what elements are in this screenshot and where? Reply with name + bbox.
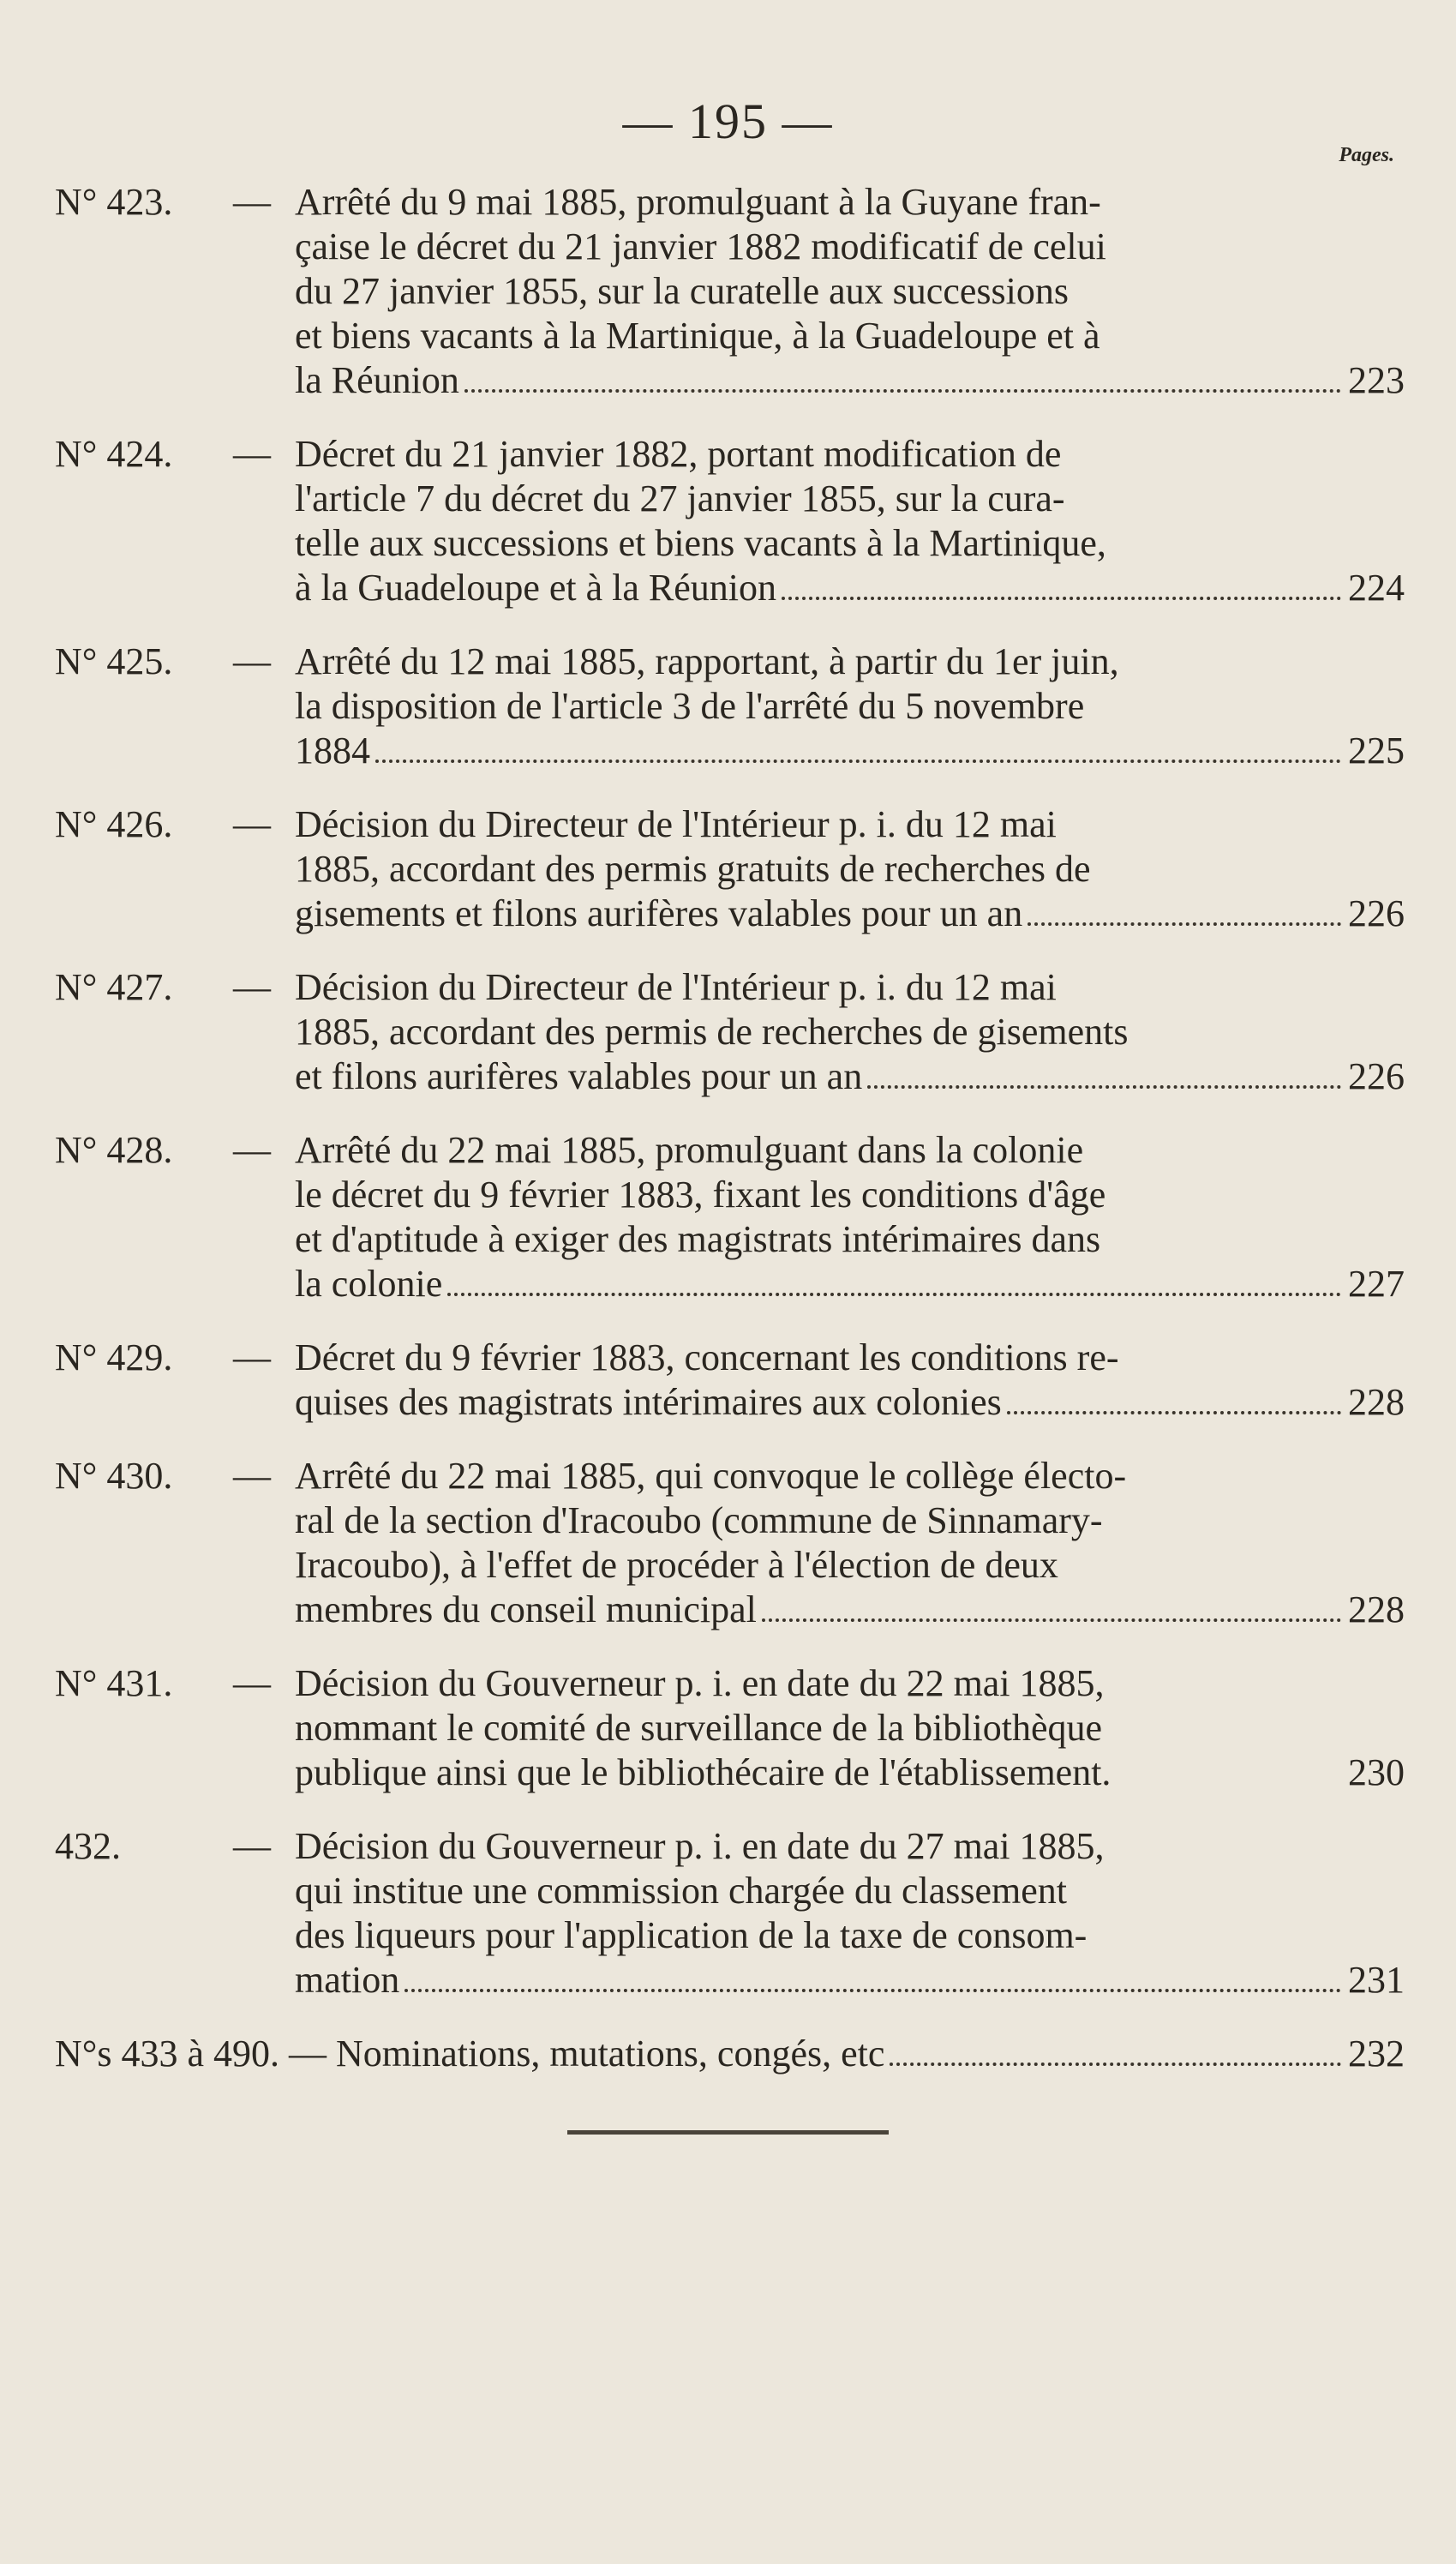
- entry-number: N° 424.: [55, 433, 173, 475]
- dot-leader: [867, 1085, 1341, 1089]
- dot-leader: [404, 1989, 1341, 1992]
- page-reference: 226: [1348, 892, 1405, 934]
- entry-last-line: membres du conseil municipal: [295, 1588, 757, 1630]
- entry-dash: —: [233, 803, 271, 845]
- entry-line: Décret du 9 février 1883, concernant les conditions re-: [295, 1336, 1119, 1378]
- closing-rule: [567, 2130, 889, 2135]
- entry-line: qui institue une commission chargée du classement: [295, 1870, 1067, 1912]
- entry-dash: —: [233, 1336, 271, 1378]
- toc-entry: [55, 432, 1405, 610]
- toc-entry: [55, 639, 1405, 773]
- entry-line: des liqueurs pour l'application de la taxe de consom-: [295, 1914, 1088, 1956]
- entry-text: [295, 1128, 1405, 1306]
- toc-entry: [55, 2032, 1405, 2076]
- dot-leader: [464, 389, 1341, 393]
- dot-leader: [375, 760, 1341, 763]
- entry-line: Arrêté du 12 mai 1885, rapportant, à partir du 1er juin,: [295, 640, 1119, 682]
- entry-text: [295, 180, 1405, 403]
- entry-number: N° 426.: [55, 803, 173, 845]
- toc-entry: [55, 1128, 1405, 1306]
- entry-last-line: et filons aurifères valables pour un an: [295, 1055, 863, 1097]
- entry-dash: —: [233, 1825, 271, 1867]
- page-reference: 232: [1348, 2033, 1405, 2075]
- toc-entry: [55, 180, 1405, 403]
- page-number: — 195 —: [622, 93, 834, 149]
- entry-line: Arrêté du 9 mai 1885, promulguant à la Guyane fran-: [295, 181, 1101, 223]
- entry-text: [295, 1661, 1405, 1795]
- entry-text: [295, 965, 1405, 1099]
- page-reference: 228: [1348, 1381, 1405, 1423]
- entry-line: Iracoubo), à l'effet de procéder à l'élection de deux: [295, 1544, 1058, 1586]
- entry-dash: —: [233, 1129, 271, 1171]
- page-reference: 224: [1348, 567, 1405, 609]
- entry-number: N° 431.: [55, 1662, 173, 1704]
- pages-column-label: Pages.: [1339, 144, 1394, 166]
- entry-number: N° 430.: [55, 1455, 173, 1497]
- entry-last-line: la colonie: [295, 1263, 443, 1305]
- toc-entry: [55, 965, 1405, 1099]
- entry-line: Décision du Directeur de l'Intérieur p. i. du 12 mai: [295, 966, 1057, 1008]
- entry-line: telle aux successions et biens vacants à la Martinique,: [295, 522, 1106, 564]
- entry-line: Décision du Gouverneur p. i. en date du 27 mai 1885,: [295, 1825, 1105, 1867]
- entry-last-line: mation: [295, 1959, 400, 2001]
- entry-line: la disposition de l'article 3 de l'arrêté du 5 novembre: [295, 685, 1085, 727]
- entry-dash: —: [233, 181, 271, 223]
- entry-dash: —: [233, 1662, 271, 1704]
- entry-text: Nominations, mutations, congés, etc: [336, 2033, 885, 2075]
- entry-line: du 27 janvier 1855, sur la curatelle aux successions: [295, 270, 1069, 312]
- dot-leader: [762, 1618, 1341, 1622]
- entry-dash: —: [233, 640, 271, 682]
- page-reference: 223: [1348, 359, 1405, 401]
- entry-dash: —: [233, 1455, 271, 1497]
- entry-line: Décret du 21 janvier 1882, portant modification de: [295, 433, 1062, 475]
- dot-leader: [890, 2063, 1341, 2066]
- entry-text: [295, 432, 1405, 610]
- table-of-contents: [55, 180, 1405, 2105]
- entry-number: N° 428.: [55, 1129, 173, 1171]
- toc-entry: [55, 1661, 1405, 1795]
- entry-line: Arrêté du 22 mai 1885, promulguant dans la colonie: [295, 1129, 1084, 1171]
- page-reference: 225: [1348, 730, 1405, 772]
- entry-line: Décision du Gouverneur p. i. en date du 22 mai 1885,: [295, 1662, 1105, 1704]
- entry-text: [295, 1454, 1405, 1632]
- entry-line: çaise le décret du 21 janvier 1882 modificatif de celui: [295, 225, 1106, 267]
- entry-number: N° 427.: [55, 966, 173, 1008]
- entry-number: 432.: [55, 1825, 121, 1867]
- entry-line: Décision du Directeur de l'Intérieur p. i. du 12 mai: [295, 803, 1057, 845]
- entry-dash: —: [233, 966, 271, 1008]
- entry-line: ral de la section d'Iracoubo (commune de Sinnamary-: [295, 1499, 1103, 1541]
- toc-entry: [55, 1454, 1405, 1632]
- entry-line: le décret du 9 février 1883, fixant les conditions d'âge: [295, 1174, 1106, 1216]
- entry-dash: —: [233, 433, 271, 475]
- entry-text: [295, 639, 1405, 773]
- entry-dash: —: [289, 2033, 327, 2075]
- entry-line: 1885, accordant des permis de recherches de gisements: [295, 1011, 1129, 1053]
- page-reference: 231: [1348, 1959, 1405, 2001]
- toc-entry: [55, 1336, 1405, 1425]
- entry-number: N°s 433 à 490.: [55, 2033, 280, 2075]
- toc-entry: [55, 802, 1405, 936]
- entry-number: N° 429.: [55, 1336, 173, 1378]
- entry-last-line: quises des magistrats intérimaires aux colonies: [295, 1381, 1002, 1423]
- entry-last-line: 1884: [295, 730, 370, 772]
- entry-number: N° 423.: [55, 181, 173, 223]
- page-reference: 230: [1348, 1751, 1405, 1793]
- entry-last-line: la Réunion: [295, 359, 459, 401]
- entry-line: et d'aptitude à exiger des magistrats intérimaires dans: [295, 1218, 1101, 1260]
- entry-line: l'article 7 du décret du 27 janvier 1855, sur la cura-: [295, 477, 1065, 519]
- entry-last-line: à la Guadeloupe et à la Réunion: [295, 567, 777, 609]
- page-reference: 226: [1348, 1055, 1405, 1097]
- dot-leader: [782, 597, 1341, 600]
- page-reference: 227: [1348, 1263, 1405, 1305]
- entry-number: N° 425.: [55, 640, 173, 682]
- entry-text: [295, 1824, 1405, 2003]
- entry-line: Arrêté du 22 mai 1885, qui convoque le collège électo-: [295, 1455, 1127, 1497]
- toc-entry: [55, 1824, 1405, 2003]
- entry-line: nommant le comité de surveillance de la bibliothèque: [295, 1707, 1103, 1749]
- dot-leader: [1028, 922, 1341, 926]
- page-reference: 228: [1348, 1588, 1405, 1630]
- dot-leader: [447, 1293, 1341, 1296]
- entry-last-line: publique ainsi que le bibliothécaire de l'établissement.: [295, 1751, 1111, 1793]
- entry-line: 1885, accordant des permis gratuits de recherches de: [295, 848, 1091, 890]
- entry-line: et biens vacants à la Martinique, à la Guadeloupe et à: [295, 315, 1100, 357]
- entry-text: [295, 802, 1405, 936]
- dot-leader: [1007, 1411, 1341, 1414]
- entry-text: [295, 1336, 1405, 1425]
- entry-last-line: gisements et filons aurifères valables pour un an: [295, 892, 1023, 934]
